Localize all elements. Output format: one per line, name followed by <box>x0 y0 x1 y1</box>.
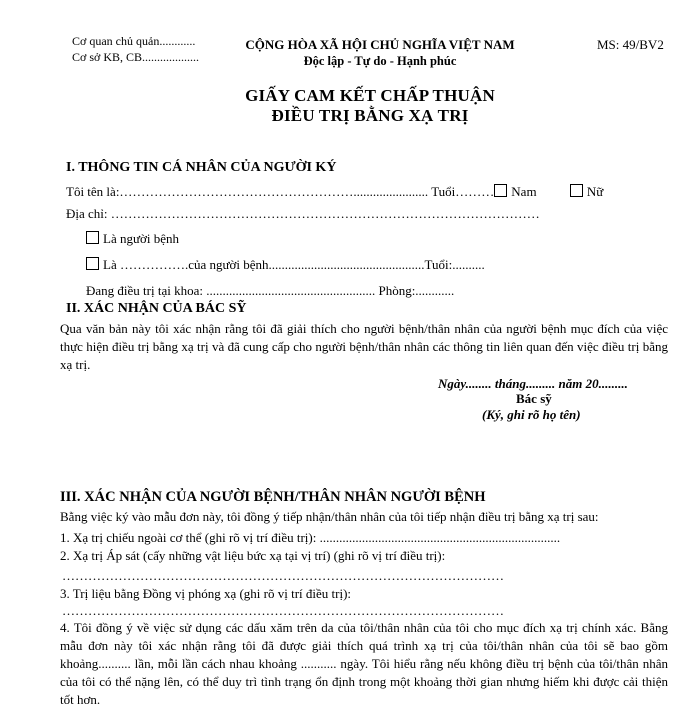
signature-note: (Ký, ghi rõ họ tên) <box>482 407 581 422</box>
patient-option-row <box>86 231 179 247</box>
form-code: MS: 49/BV2 <box>597 37 664 52</box>
relative-option-row <box>86 257 485 273</box>
section-1-heading: I. THÔNG TIN CÁ NHÂN CỦA NGƯỜI KÝ <box>66 160 337 175</box>
facility-line: Cơ sở KB, CB................... <box>72 50 200 64</box>
nation-name: CỘNG HÒA XÃ HỘI CHỦ NGHĨA VIỆT NAM <box>245 37 515 52</box>
name-age-field[interactable]: Tôi tên là:………………………………………………....................... Tuổi……… <box>66 184 495 199</box>
document-title <box>160 86 580 126</box>
section-2-heading: II. XÁC NHẬN CỦA BÁC SỸ <box>66 301 247 316</box>
title-line-1: GIẤY CAM KẾT CHẤP THUẬN <box>245 86 495 105</box>
male-label: Nam <box>511 184 537 199</box>
patient-checkbox[interactable] <box>86 231 99 244</box>
radioisotope-label: 3. Trị liệu bằng Đồng vị phóng xạ (ghi rõ vị trí điều trị): <box>60 586 352 601</box>
section-3-heading: III. XÁC NHẬN CỦA NGƯỜI BỆNH/THÂN NHÂN NGƯỜI BỆNH <box>60 489 486 505</box>
doctor-signer-label: Bác sỹ <box>516 391 552 406</box>
managing-agency-line: Cơ quan chủ quản............ <box>72 34 196 48</box>
department-field[interactable]: Đang điều trị tại khoa: .................................................... Phòng:............ <box>86 283 455 298</box>
female-label: Nữ <box>586 184 604 199</box>
consent-intro: Bằng việc ký vào mẫu đơn này, tôi đồng ý tiếp nhận/thân nhân của tôi tiếp nhận điều trị bằng xạ trị sau: <box>60 509 599 524</box>
signature-date: Ngày........ tháng......... năm 20......... <box>438 376 628 391</box>
title-line-2: ĐIỀU TRỊ BẰNG XẠ TRỊ <box>271 106 469 125</box>
national-motto: Độc lập - Tự do - Hạnh phúc <box>303 54 457 68</box>
external-radiotherapy-field[interactable]: 1. Xạ trị chiếu ngoài cơ thể (ghi rõ vị trí điều trị): .......................................................................... <box>60 530 561 545</box>
tattoo-consent-text: 4. Tôi đồng ý về việc sử dụng các dấu xăm trên da của tôi/thân nhân của tôi cho mục đích xạ trị chính xác. Bằng mẫu đơn này tôi xác nhận rằng tôi đã được giải thích quá trình xạ trị của tôi/thân nhân của tôi sẽ bao gồm khoảng.......... lần, mỗi lần cách nhau khoảng ........... ngày. Tôi hiểu rằng nếu không điều trị bệnh của tôi/thân nhân của tôi có thể nặng lên, có thể duy trì tình trạng ổn định trong một khoảng thời gian nhưng hiếm khi được cải thiện tốt hơn. <box>60 620 668 707</box>
address-field[interactable]: Địa chỉ: ……………………………………………………………………………………… <box>66 206 540 221</box>
doctor-confirmation-text: Qua văn bản này tôi xác nhận rằng tôi đã giải thích cho người bệnh/thân nhân của người bệnh mục đích của việc thực hiện điều trị bằng xạ trị và đã cung cấp cho người bệnh/thân nhân các thông tin liên quan đến việc điều trị bằng xạ trị. <box>60 321 668 372</box>
patient-option-label: Là người bệnh <box>103 231 180 246</box>
name-age-row <box>66 184 603 200</box>
national-header <box>240 36 520 70</box>
agency-info <box>72 33 199 65</box>
brachytherapy-field[interactable]: ………………………………………………………………………………………… <box>62 568 504 583</box>
brachytherapy-label: 2. Xạ trị Áp sát (cấy những vật liệu bức xạ tại vị trí) (ghi rõ vị trí điều trị): <box>60 548 446 563</box>
male-checkbox[interactable] <box>494 184 507 197</box>
relative-checkbox[interactable] <box>86 257 99 270</box>
relative-option-field[interactable]: Là …………….của người bệnh................................................Tuổi:.......... <box>103 257 485 272</box>
female-checkbox[interactable] <box>570 184 583 197</box>
radioisotope-field[interactable]: ………………………………………………………………………………………… <box>62 603 504 618</box>
